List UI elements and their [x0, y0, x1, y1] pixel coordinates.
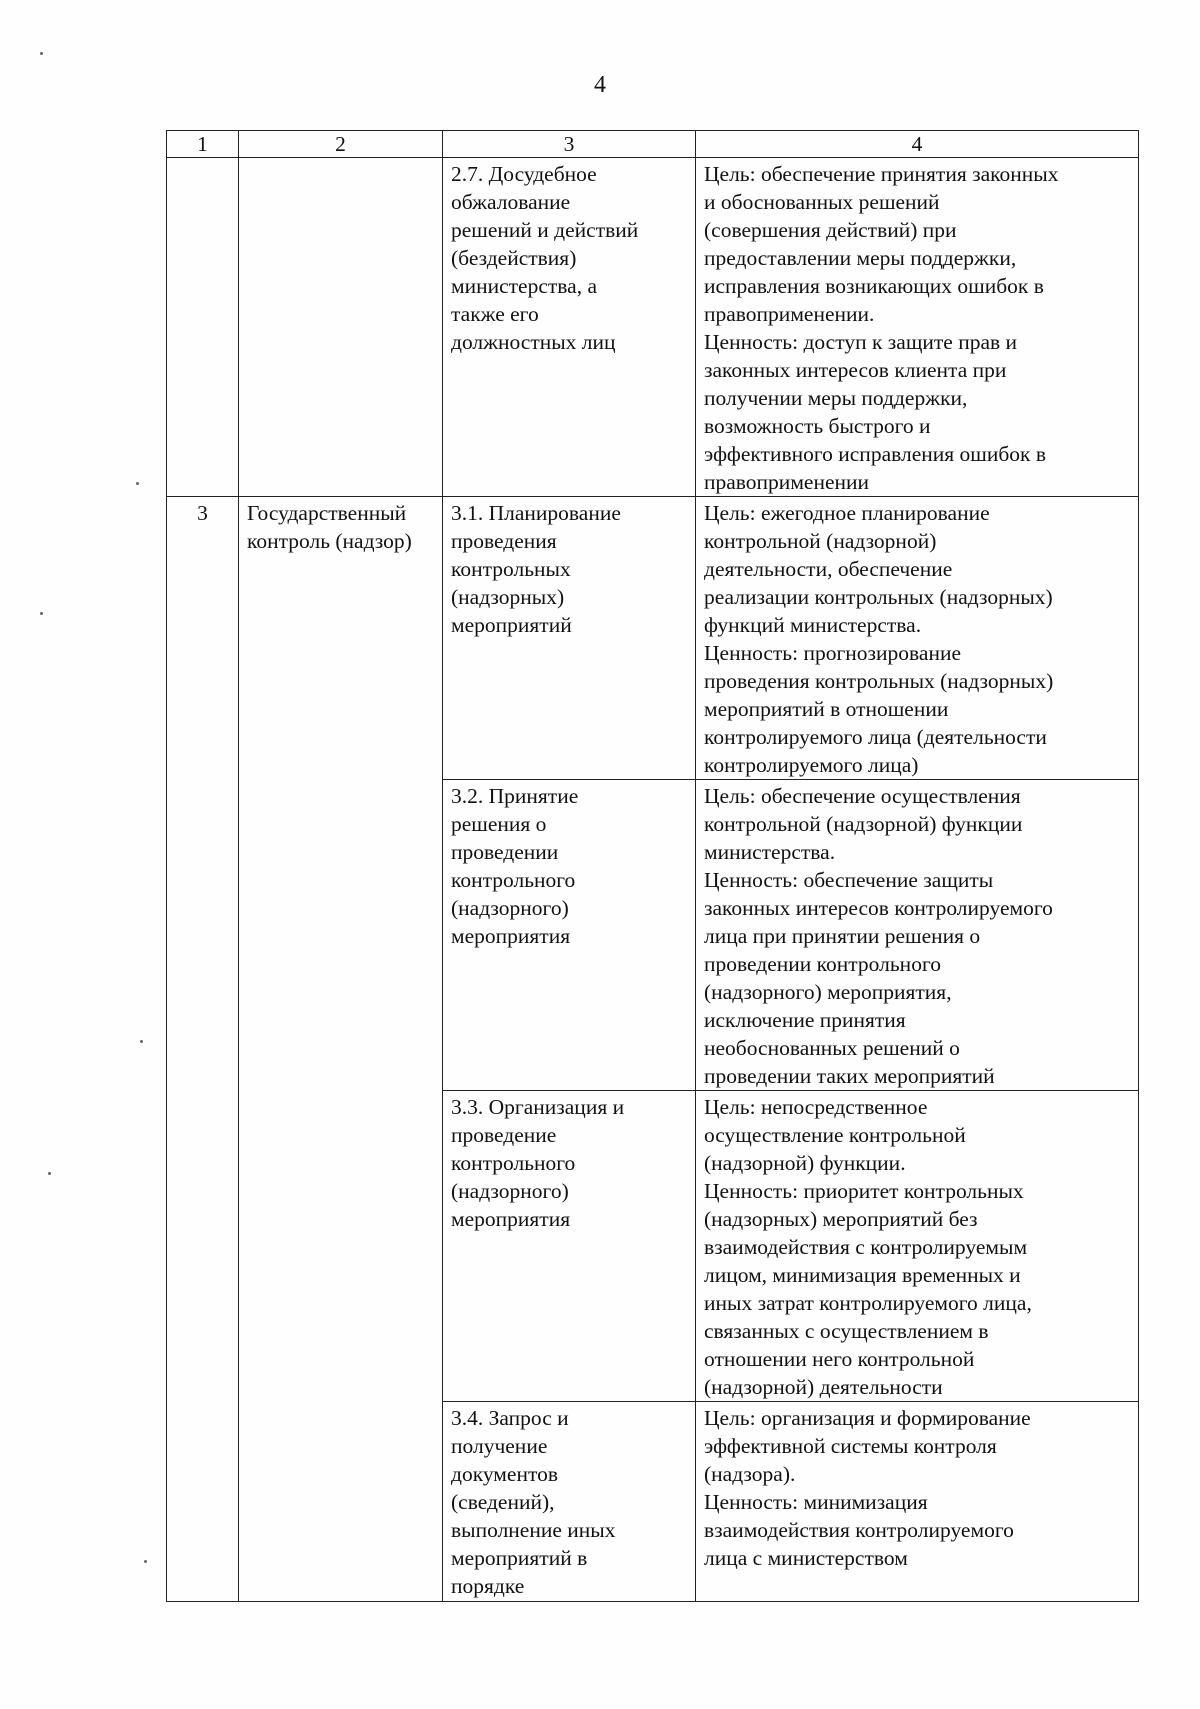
page-number: 4	[594, 72, 606, 98]
row-number-cell: 3	[167, 497, 239, 1602]
row-number-cell	[167, 158, 239, 497]
measures-table	[166, 130, 1139, 1602]
description-cell: Цель: организация и формирование эффективной системы контроля (надзора). Ценность: минимизация взаимодействия контролируемого лица с министерством	[696, 1402, 1139, 1602]
header-col-3: 3	[443, 131, 696, 158]
scan-speck	[144, 1560, 147, 1563]
scan-speck	[136, 482, 139, 485]
scan-speck	[48, 1172, 51, 1175]
description-cell: Цель: ежегодное планирование контрольной (надзорной) деятельности, обеспечение реализации контрольных (надзорных) функций министерства. Ценность: прогнозирование проведения контрольных (надзорных) мероприятий в отношении контролируемого лица (деятельности контролируемого лица)	[696, 497, 1139, 780]
area-cell	[239, 158, 443, 497]
table-row	[167, 497, 1139, 780]
scan-speck	[40, 612, 43, 615]
area-cell: Государственный контроль (надзор)	[239, 497, 443, 1602]
description-cell: Цель: обеспечение осуществления контрольной (надзорной) функции министерства. Ценность: обеспечение защиты законных интересов контролируемого лица при принятии решения о проведении контрольного (надзорного) мероприятия, исключение принятия необоснованных решений о проведении таких мероприятий	[696, 780, 1139, 1091]
header-row	[167, 131, 1139, 158]
stage-cell: 3.2. Принятие решения о проведении контрольного (надзорного) мероприятия	[443, 780, 696, 1091]
header-col-4: 4	[696, 131, 1139, 158]
header-col-1: 1	[167, 131, 239, 158]
description-cell: Цель: обеспечение принятия законных и обоснованных решений (совершения действий) при предоставлении меры поддержки, исправления возникающих ошибок в правоприменении. Ценность: доступ к защите прав и законных интересов клиента при получении меры поддержки, возможность быстрого и эффективного исправления ошибок в правоприменении	[696, 158, 1139, 497]
stage-cell: 3.3. Организация и проведение контрольного (надзорного) мероприятия	[443, 1091, 696, 1402]
description-cell: Цель: непосредственное осуществление контрольной (надзорной) функции. Ценность: приоритет контрольных (надзорных) мероприятий без взаимодействия с контролируемым лицом, минимизация временных и иных затрат контролируемого лица, связанных с осуществлением в отношении него контрольной (надзорной) деятельности	[696, 1091, 1139, 1402]
stage-cell: 3.1. Планирование проведения контрольных (надзорных) мероприятий	[443, 497, 696, 780]
stage-cell: 2.7. Досудебное обжалование решений и действий (бездействия) министерства, а также его должностных лиц	[443, 158, 696, 497]
scan-speck	[140, 1040, 143, 1043]
scan-speck	[40, 52, 43, 55]
header-col-2: 2	[239, 131, 443, 158]
table-row	[167, 158, 1139, 497]
stage-cell: 3.4. Запрос и получение документов (сведений), выполнение иных мероприятий в порядке	[443, 1402, 696, 1602]
